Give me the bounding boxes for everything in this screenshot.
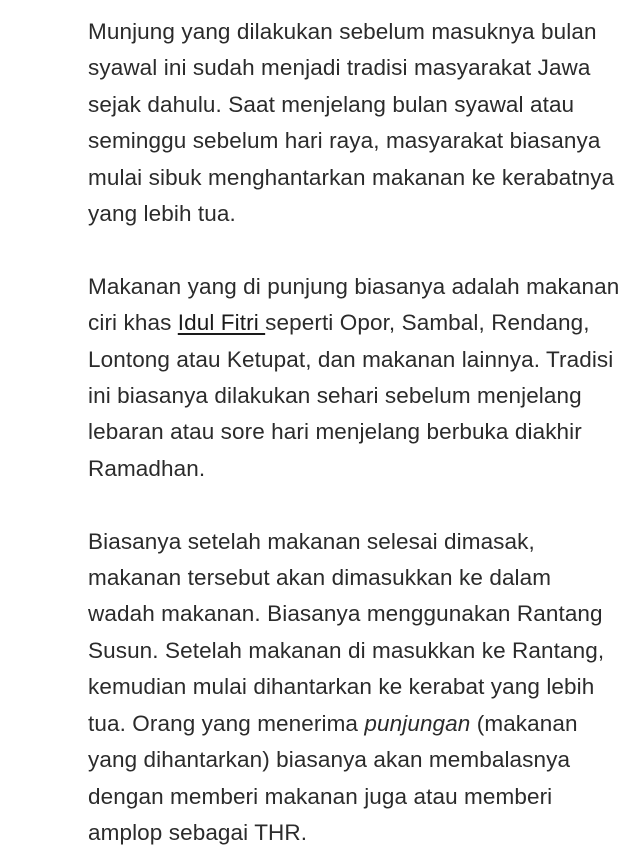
paragraph-text: Biasanya setelah makanan selesai dimasak, makanan tersebut akan dimasukkan ke dalam wadah makanan. Biasanya menggunakan Rantang Susun. Setelah makanan di masukkan ke Rantang, kemudian mulai dihantarkan ke kerabat yang lebih tua. Orang yang menerima xyxy=(88,528,605,736)
paragraph-rantang-delivery xyxy=(88,524,620,852)
paragraph-punjung-food xyxy=(88,269,620,487)
punjungan-term: punjungan xyxy=(364,710,471,736)
paragraph-text: (makanan yang dihantarkan) biasanya akan membalasnya dengan memberi makanan juga atau memberi amplop sebagai THR. xyxy=(88,710,578,845)
idul-fitri-link[interactable]: Idul Fitri xyxy=(177,310,266,336)
paragraph-text: Makanan yang di punjung biasanya adalah makanan ciri khas xyxy=(88,273,620,336)
paragraph-text: seperti Opor, Sambal, Rendang, Lontong atau Ketupat, dan makanan lainnya. Tradisi ini biasanya dilakukan sehari sebelum menjelang lebaran atau sore hari menjelang berbuka diakhir Ramadhan. xyxy=(88,310,614,481)
paragraph-munjung-tradition: Munjung yang dilakukan sebelum masuknya bulan syawal ini sudah menjadi tradisi masyarakat Jawa sejak dahulu. Saat menjelang bulan syawal atau seminggu sebelum hari raya, masyarakat biasanya mulai sibuk menghantarkan makanan ke kerabatnya yang lebih tua. xyxy=(88,19,615,227)
